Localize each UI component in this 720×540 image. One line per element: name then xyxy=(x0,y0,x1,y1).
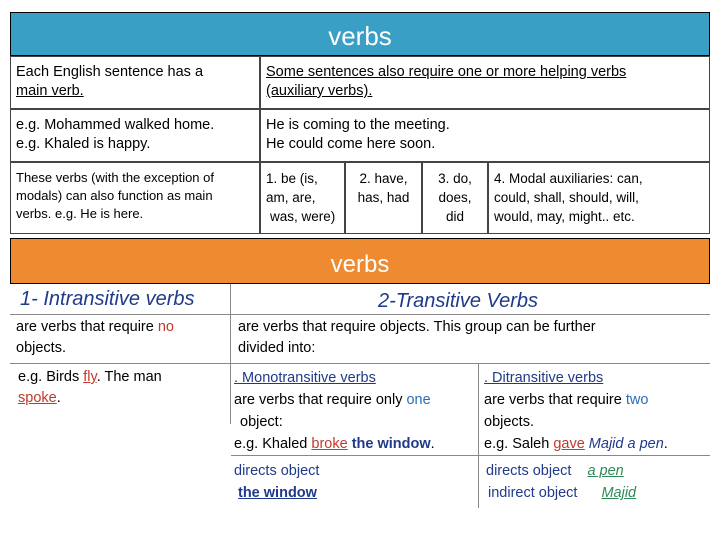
text: (auxiliary verbs). xyxy=(266,83,373,99)
text: divided into: xyxy=(238,340,316,356)
cell-modal xyxy=(488,162,710,234)
top-banner-title: verbs xyxy=(328,21,392,51)
text: . xyxy=(56,390,61,406)
text: the window xyxy=(238,485,317,501)
text: could, shall, should, will, xyxy=(494,190,639,205)
text: directs object xyxy=(486,463,572,479)
text: was, were) xyxy=(270,209,336,224)
divider xyxy=(10,314,710,315)
monotransitive-title: . Monotransitive verbs xyxy=(234,370,376,386)
text: main verb. xyxy=(16,83,84,99)
text: am, are, xyxy=(266,190,316,205)
text: are verbs that require xyxy=(16,319,158,335)
text: 3. do, xyxy=(438,171,472,186)
intransitive-example xyxy=(18,367,228,409)
text: He could come here soon. xyxy=(266,136,436,152)
text: . The man xyxy=(96,369,162,385)
intransitive-heading: 1- Intransitive verbs xyxy=(20,288,195,310)
cell-helping-examples xyxy=(260,109,710,162)
text: Some sentences also require one or more helping verbs xyxy=(266,64,627,80)
text: modals) can also function as main xyxy=(16,188,213,203)
cell-main-examples xyxy=(10,109,260,162)
cell-have xyxy=(345,162,422,234)
mid-banner xyxy=(10,238,710,284)
divider xyxy=(10,363,710,364)
cell-helping-verbs xyxy=(260,56,710,109)
text: would, may, might.. etc. xyxy=(494,209,635,224)
transitive-definition xyxy=(238,317,708,359)
text: 1. be (is, xyxy=(266,171,318,186)
ditransitive-title: . Ditransitive verbs xyxy=(484,370,604,386)
text: objects. xyxy=(484,414,534,430)
text: no xyxy=(157,319,174,335)
text: verbs. e.g. He is here. xyxy=(16,206,144,221)
cell-main-verb xyxy=(10,56,260,109)
text: did xyxy=(445,209,464,224)
text: 4. Modal auxiliaries: can, xyxy=(494,171,643,186)
text: Majid a pen xyxy=(584,436,664,452)
text: indirect object xyxy=(488,485,578,501)
divider xyxy=(478,363,479,508)
text: . xyxy=(663,436,668,452)
text: Each English sentence has a xyxy=(16,64,204,80)
text: e.g. Mohammed walked home. xyxy=(16,117,215,133)
text: gave xyxy=(553,436,585,452)
text: e.g. Khaled xyxy=(234,436,312,452)
mono-direct-object xyxy=(234,460,474,504)
top-banner xyxy=(10,12,710,56)
text: e.g. Birds xyxy=(18,369,84,385)
text: He is coming to the meeting. xyxy=(266,117,450,133)
text: fly xyxy=(83,369,97,385)
text: . xyxy=(430,436,435,452)
transitive-heading: 2-Transitive Verbs xyxy=(378,290,539,312)
text: are verbs that require only xyxy=(234,392,407,408)
ditrans-objects xyxy=(486,460,710,504)
monotransitive-block xyxy=(234,367,478,455)
divider xyxy=(230,284,231,424)
text: two xyxy=(625,392,649,408)
text: 2. have, xyxy=(359,171,408,186)
cell-function xyxy=(10,162,260,234)
text: spoke xyxy=(18,390,57,406)
text: are verbs that require xyxy=(484,392,626,408)
text: These verbs (with the exception of xyxy=(16,170,214,185)
text: e.g. Khaled is happy. xyxy=(16,136,151,152)
text: directs object xyxy=(234,463,320,479)
text: are verbs that require objects. This group can be further xyxy=(238,319,596,335)
text: has, had xyxy=(357,190,410,205)
text: e.g. Saleh xyxy=(484,436,554,452)
mid-banner-title: verbs xyxy=(330,251,390,278)
text: broke xyxy=(311,436,348,452)
divider xyxy=(231,455,710,456)
text: does, xyxy=(438,190,472,205)
cell-do xyxy=(422,162,488,234)
text: object: xyxy=(240,414,283,430)
text: a pen xyxy=(587,463,624,479)
intransitive-definition xyxy=(16,317,226,359)
ditransitive-block xyxy=(484,367,710,455)
text: Majid xyxy=(601,485,637,501)
text: one xyxy=(406,392,431,408)
cell-be xyxy=(260,162,345,234)
text: the window xyxy=(347,436,431,452)
text: objects. xyxy=(16,340,66,356)
